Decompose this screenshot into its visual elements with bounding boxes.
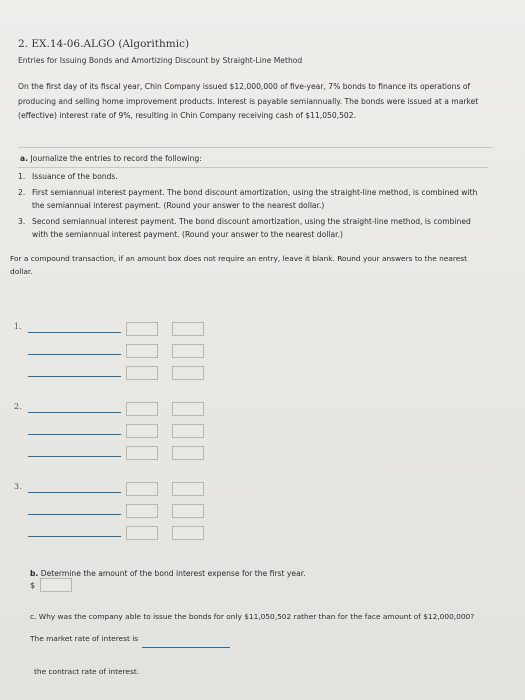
account-line[interactable]	[28, 536, 121, 537]
instructions-text: For a compound transaction, if an amount box does not require an entry, leave it blank. Round your answers to the nearest dollar.	[10, 254, 468, 276]
debit-box[interactable]	[126, 366, 158, 380]
part-c-prompt: Why was the company able to issue the bonds for only $11,050,502 rather than for the face amount of $12,000,000?	[38, 612, 475, 621]
debit-box[interactable]	[126, 322, 158, 336]
list-item-text: First semiannual interest payment. The bond discount amortization, using the straight-line method, is combined with the semiannual interest payment. (Round your answer to the nearest dollar.)	[32, 188, 478, 210]
list-item-text: Second semiannual interest payment. The bond discount amortization, using the straight-line method, is combined with the semiannual interest payment. (Round your answer to the nearest dollar.)	[32, 217, 471, 239]
list-item-text: Issuance of the bonds.	[32, 172, 118, 181]
part-a-heading	[20, 154, 202, 163]
credit-box[interactable]	[172, 504, 204, 518]
account-line[interactable]	[28, 354, 121, 355]
credit-box[interactable]	[172, 402, 204, 416]
credit-box[interactable]	[172, 446, 204, 460]
list-item-number: 1.	[18, 172, 26, 181]
currency-symbol: $	[30, 581, 36, 590]
credit-box[interactable]	[172, 526, 204, 540]
account-line[interactable]	[28, 376, 121, 377]
debit-box[interactable]	[126, 482, 158, 496]
problem-subtitle: Entries for Issuing Bonds and Amortizing Discount by Straight-Line Method	[18, 56, 303, 65]
list-item	[18, 186, 488, 212]
debit-box[interactable]	[126, 526, 158, 540]
credit-box[interactable]	[172, 322, 204, 336]
entry-number: 3.	[14, 482, 22, 491]
list-item-number: 2.	[18, 188, 26, 197]
divider	[18, 167, 488, 168]
rate-comparison-select[interactable]	[142, 647, 230, 648]
list-item	[18, 170, 488, 183]
debit-box[interactable]	[126, 446, 158, 460]
contract-rate-text: the contract rate of interest.	[34, 667, 140, 676]
account-line[interactable]	[28, 514, 121, 515]
part-b-question	[30, 569, 306, 578]
problem-title: 2. EX.14-06.ALGO (Algorithmic)	[18, 38, 190, 50]
account-line[interactable]	[28, 492, 121, 493]
debit-box[interactable]	[126, 504, 158, 518]
credit-box[interactable]	[172, 344, 204, 358]
entry-number: 1.	[14, 322, 22, 331]
part-c-question	[30, 611, 490, 622]
account-line[interactable]	[28, 434, 121, 435]
list-item	[18, 215, 488, 241]
credit-box[interactable]	[172, 424, 204, 438]
problem-paragraph: On the first day of its fiscal year, Chin Company issued $12,000,000 of five-year, 7% bonds to finance its operations of producing and selling home improvement products. Interest is payable semiannually. The bonds were issued at a market (effective) interest rate of 9%, resulting in Chin Company receiving cash of $11,050,502.	[18, 82, 479, 120]
credit-box[interactable]	[172, 366, 204, 380]
interest-expense-input[interactable]	[40, 578, 72, 592]
part-a-label: a.	[20, 154, 29, 163]
debit-box[interactable]	[126, 344, 158, 358]
credit-box[interactable]	[172, 482, 204, 496]
entry-number: 2.	[14, 402, 22, 411]
debit-box[interactable]	[126, 402, 158, 416]
part-c-label: c.	[30, 612, 37, 621]
divider	[18, 147, 493, 148]
part-a-prompt: Journalize the entries to record the following:	[30, 154, 202, 163]
debit-box[interactable]	[126, 424, 158, 438]
part-a-list	[18, 170, 488, 244]
account-line[interactable]	[28, 456, 121, 457]
account-line[interactable]	[28, 412, 121, 413]
market-rate-text: The market rate of interest is	[30, 634, 139, 643]
part-b-label: b.	[30, 569, 39, 578]
list-item-number: 3.	[18, 217, 26, 226]
account-line[interactable]	[28, 332, 121, 333]
part-b-prompt: Determine the amount of the bond interest expense for the first year.	[40, 569, 306, 578]
